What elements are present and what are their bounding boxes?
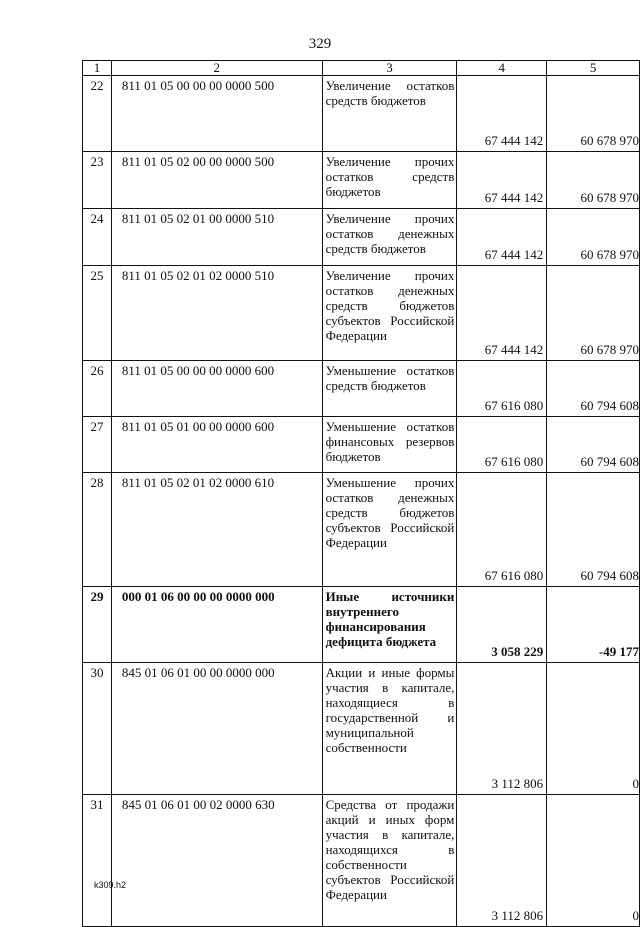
value-col4: 67 444 142 <box>457 209 547 266</box>
page-number: 329 <box>308 36 332 52</box>
row-number: 29 <box>83 587 112 663</box>
value-col5: 60 794 608 <box>547 473 640 587</box>
budget-code: 811 01 05 02 01 02 0000 610 <box>111 473 322 587</box>
row-description: Увеличение остатков средств бюджетов <box>322 76 457 152</box>
row-number: 28 <box>83 473 112 587</box>
row-number: 24 <box>83 209 112 266</box>
budget-code: 811 01 05 02 01 00 0000 510 <box>111 209 322 266</box>
row-description: Увеличение прочих остатков денежных средств бюджетов субъектов Российской Федерации <box>322 266 457 361</box>
value-col4: 67 616 080 <box>457 361 547 417</box>
value-col4: 67 616 080 <box>457 417 547 473</box>
row-description: Акции и иные формы участия в капитале, находящиеся в государственной и муниципальной собственности <box>322 663 457 795</box>
table-row <box>83 209 640 266</box>
table-row <box>83 473 640 587</box>
value-col5: 60 678 970 <box>547 266 640 361</box>
budget-code: 845 01 06 01 00 02 0000 630 <box>111 795 322 927</box>
column-header-4: 4 <box>457 61 547 76</box>
value-col5: 0 <box>547 663 640 795</box>
budget-code: 811 01 05 00 00 00 0000 500 <box>111 76 322 152</box>
budget-code: 000 01 06 00 00 00 0000 000 <box>111 587 322 663</box>
table-row <box>83 266 640 361</box>
row-description: Иные источники внутреннего финансирования дефицита бюджета <box>322 587 457 663</box>
value-col4: 3 112 806 <box>457 663 547 795</box>
budget-code: 811 01 05 02 00 00 0000 500 <box>111 152 322 209</box>
table-row <box>83 152 640 209</box>
value-col5: 60 794 608 <box>547 417 640 473</box>
column-header-2: 2 <box>111 61 322 76</box>
budget-code: 845 01 06 01 00 00 0000 000 <box>111 663 322 795</box>
row-number: 23 <box>83 152 112 209</box>
value-col5: 60 794 608 <box>547 361 640 417</box>
column-header-5: 5 <box>547 61 640 76</box>
value-col4: 67 444 142 <box>457 152 547 209</box>
budget-code: 811 01 05 01 00 00 0000 600 <box>111 417 322 473</box>
value-col4: 3 112 806 <box>457 795 547 927</box>
row-description: Средства от продажи акций и иных форм участия в капитале, находящихся в собственности субъектов Российской Федерации <box>322 795 457 927</box>
row-number: 25 <box>83 266 112 361</box>
value-col4: 67 444 142 <box>457 76 547 152</box>
value-col5: 60 678 970 <box>547 152 640 209</box>
budget-code: 811 01 05 00 00 00 0000 600 <box>111 361 322 417</box>
budget-sources-table <box>82 60 640 927</box>
row-description: Увеличение прочих остатков денежных средств бюджетов <box>322 209 457 266</box>
table-row <box>83 795 640 927</box>
value-col4: 3 058 229 <box>457 587 547 663</box>
row-description: Увеличение прочих остатков средств бюджетов <box>322 152 457 209</box>
value-col5: -49 177 <box>547 587 640 663</box>
value-col5: 0 <box>547 795 640 927</box>
footer-file-id: k309.h2 <box>94 880 127 890</box>
row-number: 30 <box>83 663 112 795</box>
row-number: 22 <box>83 76 112 152</box>
table-row <box>83 417 640 473</box>
column-header-3: 3 <box>322 61 457 76</box>
row-description: Уменьшение остатков средств бюджетов <box>322 361 457 417</box>
budget-code: 811 01 05 02 01 02 0000 510 <box>111 266 322 361</box>
table-row <box>83 663 640 795</box>
value-col5: 60 678 970 <box>547 76 640 152</box>
value-col5: 60 678 970 <box>547 209 640 266</box>
row-number: 31 <box>83 795 112 927</box>
row-description: Уменьшение прочих остатков денежных средств бюджетов субъектов Российской Федерации <box>322 473 457 587</box>
table-row <box>83 587 640 663</box>
table-row <box>83 76 640 152</box>
value-col4: 67 616 080 <box>457 473 547 587</box>
column-header-1: 1 <box>83 61 112 76</box>
table-header-row <box>83 61 640 76</box>
value-col4: 67 444 142 <box>457 266 547 361</box>
row-number: 27 <box>83 417 112 473</box>
row-number: 26 <box>83 361 112 417</box>
table-row <box>83 361 640 417</box>
row-description: Уменьшение остатков финансовых резервов бюджетов <box>322 417 457 473</box>
